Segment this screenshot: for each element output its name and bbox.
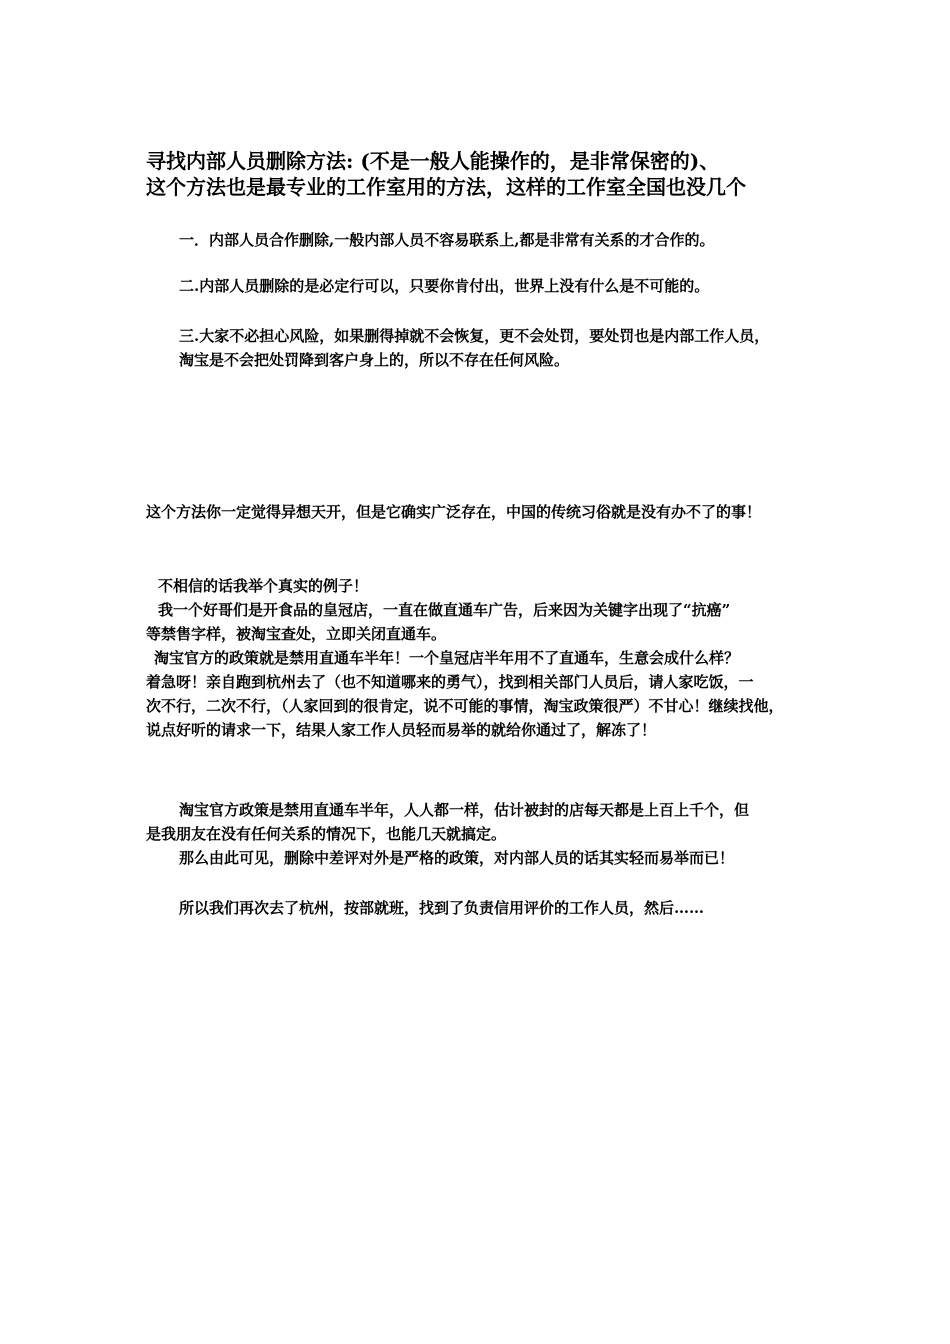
closing-text: 所以我们再次去了杭州，按部就班，找到了负责信用评价的工作人员，然后…… bbox=[179, 899, 705, 917]
conclusion-paragraph bbox=[146, 798, 818, 870]
point-three-line-2: 淘宝是不会把处罚降到客户身上的，所以不存在任何风险。 bbox=[179, 351, 570, 369]
conclusion-line-1: 淘宝官方政策是禁用直通车半年，人人都一样，估计被封的店每天都是上百上千个，但 bbox=[179, 801, 750, 819]
example-paragraph bbox=[146, 574, 818, 742]
point-three-line-1: 三.大家不必担心风险，如果删得掉就不会恢复，更不会处罚，要处罚也是内部工作人员， bbox=[179, 327, 770, 345]
closing-paragraph bbox=[146, 896, 851, 920]
title-line-1: 寻找内部人员删除方法: (不是一般人能操作的，是非常保密的)、 bbox=[146, 149, 720, 173]
point-three bbox=[146, 324, 851, 372]
example-line-3: 淘宝官方的政策就是禁用直通车半年！一个皇冠店半年用不了直通车，生意会成什么样？ bbox=[154, 649, 740, 667]
point-one-text: 一．内部人员合作删除,一般内部人员不容易联系上,都是非常有关系的才合作的。 bbox=[179, 231, 715, 249]
conclusion-line-3: 那么由此可见，删除中差评对外是严格的政策，对内部人员的话其实轻而易举而已！ bbox=[179, 849, 735, 867]
statement-paragraph bbox=[146, 500, 818, 524]
example-line-2: 等禁售字样，被淘宝查处，立即关闭直通车。 bbox=[146, 625, 447, 643]
example-line-4: 着急呀！亲自跑到杭州去了（也不知道哪来的勇气），找到相关部门人员后，请人家吃饭，一 bbox=[146, 673, 754, 691]
example-intro: 不相信的话我举个真实的例子！ bbox=[158, 577, 369, 595]
statement-text: 这个方法你一定觉得异想天开，但是它确实广泛存在，中国的传统习俗就是没有办不了的事！ bbox=[146, 503, 762, 521]
point-two bbox=[146, 274, 851, 298]
conclusion-line-2: 是我朋友在没有任何关系的情况下，也能几天就搞定。 bbox=[146, 825, 507, 843]
point-two-text: 二.内部人员删除的是必定行可以，只要你肯付出，世界上没有什么是不可能的。 bbox=[179, 277, 710, 295]
example-line-5: 次不行，二次不行，（人家回到的很肯定，说不可能的事情，淘宝政策很严）不甘心！继续找他， bbox=[146, 697, 784, 715]
point-one bbox=[146, 228, 851, 252]
example-line-1: 我一个好哥们是开食品的皇冠店，一直在做直通车广告，后来因为关键字出现了“抗癌” bbox=[158, 601, 731, 619]
example-line-6: 说点好听的请求一下，结果人家工作人员轻而易举的就给你通过了，解冻了！ bbox=[146, 721, 657, 739]
title-line-2: 这个方法也是最专业的工作室用的方法，这样的工作室全国也没几个 bbox=[146, 175, 746, 199]
document-title bbox=[146, 148, 826, 200]
